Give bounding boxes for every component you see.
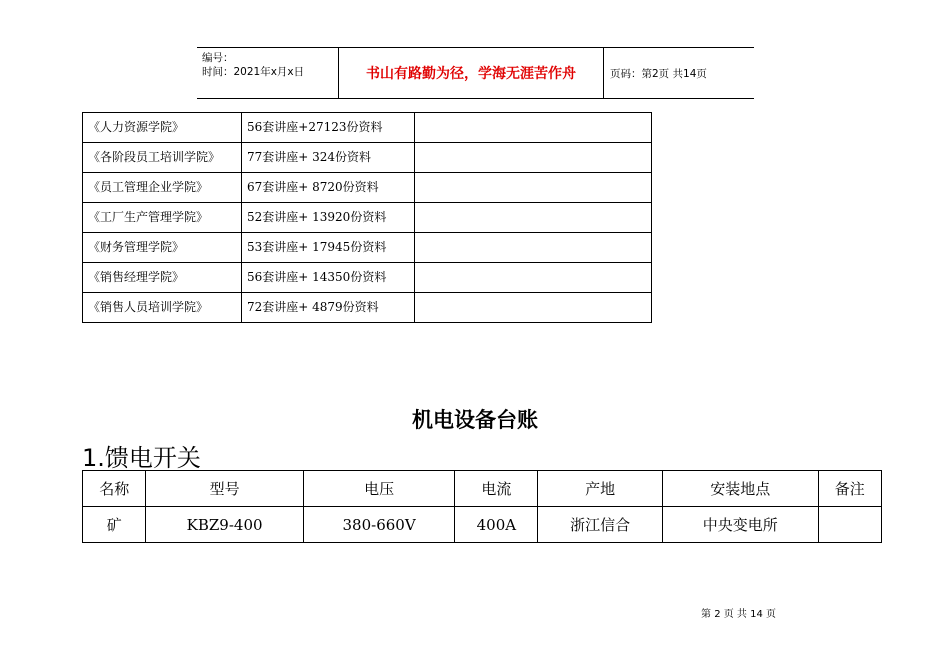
resource-name: 《工厂生产管理学院》 — [83, 203, 242, 233]
resource-note — [415, 113, 652, 143]
page-header — [197, 47, 754, 99]
resource-name: 《财务管理学院》 — [83, 233, 242, 263]
table-header-row — [83, 471, 882, 507]
page-footer: 第 2 页 共 14 页 — [701, 609, 776, 620]
resource-note — [415, 143, 652, 173]
table-row — [83, 233, 652, 263]
cell-model: KBZ9-400 — [146, 507, 303, 543]
resource-desc: 77套讲座+ 324份资料 — [242, 143, 415, 173]
header-page-label: 页码：第2页 共14页 — [610, 67, 707, 80]
cell-remark — [818, 507, 881, 543]
time-label: 时间：2021年x月x日 — [202, 66, 305, 78]
table-row — [83, 293, 652, 323]
resource-table — [82, 112, 652, 323]
resource-name: 《销售人员培训学院》 — [83, 293, 242, 323]
cell-current: 400A — [455, 507, 538, 543]
resource-name: 《各阶段员工培训学院》 — [83, 143, 242, 173]
cell-origin: 浙江信合 — [538, 507, 663, 543]
resource-desc: 67套讲座+ 8720份资料 — [242, 173, 415, 203]
column-header: 名称 — [83, 471, 146, 507]
resource-note — [415, 293, 652, 323]
resource-desc: 53套讲座+ 17945份资料 — [242, 233, 415, 263]
resource-note — [415, 173, 652, 203]
column-header: 电压 — [303, 471, 455, 507]
table-row — [83, 173, 652, 203]
resource-desc: 72套讲座+ 4879份资料 — [242, 293, 415, 323]
equipment-table — [82, 470, 882, 543]
header-motto: 书山有路勤为径，学海无涯苦作舟 — [339, 48, 604, 98]
column-header: 电流 — [455, 471, 538, 507]
document-title: 机电设备台账 — [412, 408, 538, 432]
resource-desc: 52套讲座+ 13920份资料 — [242, 203, 415, 233]
column-header: 安装地点 — [663, 471, 818, 507]
cell-name: 矿 — [83, 507, 146, 543]
column-header: 产地 — [538, 471, 663, 507]
resource-name: 《员工管理企业学院》 — [83, 173, 242, 203]
resource-note — [415, 233, 652, 263]
resource-note — [415, 263, 652, 293]
resource-note — [415, 203, 652, 233]
table-row — [83, 263, 652, 293]
column-header: 型号 — [146, 471, 303, 507]
table-row — [83, 507, 882, 543]
section-heading: 1.馈电开关 — [82, 444, 201, 472]
resource-desc: 56套讲座+ 14350份资料 — [242, 263, 415, 293]
column-header: 备注 — [818, 471, 881, 507]
table-row — [83, 143, 652, 173]
header-meta — [197, 48, 339, 98]
cell-voltage: 380-660V — [303, 507, 455, 543]
table-row — [83, 113, 652, 143]
table-row — [83, 203, 652, 233]
resource-name: 《销售经理学院》 — [83, 263, 242, 293]
code-label: 编号： — [202, 52, 234, 64]
cell-location: 中央变电所 — [663, 507, 818, 543]
resource-name: 《人力资源学院》 — [83, 113, 242, 143]
resource-desc: 56套讲座+27123份资料 — [242, 113, 415, 143]
